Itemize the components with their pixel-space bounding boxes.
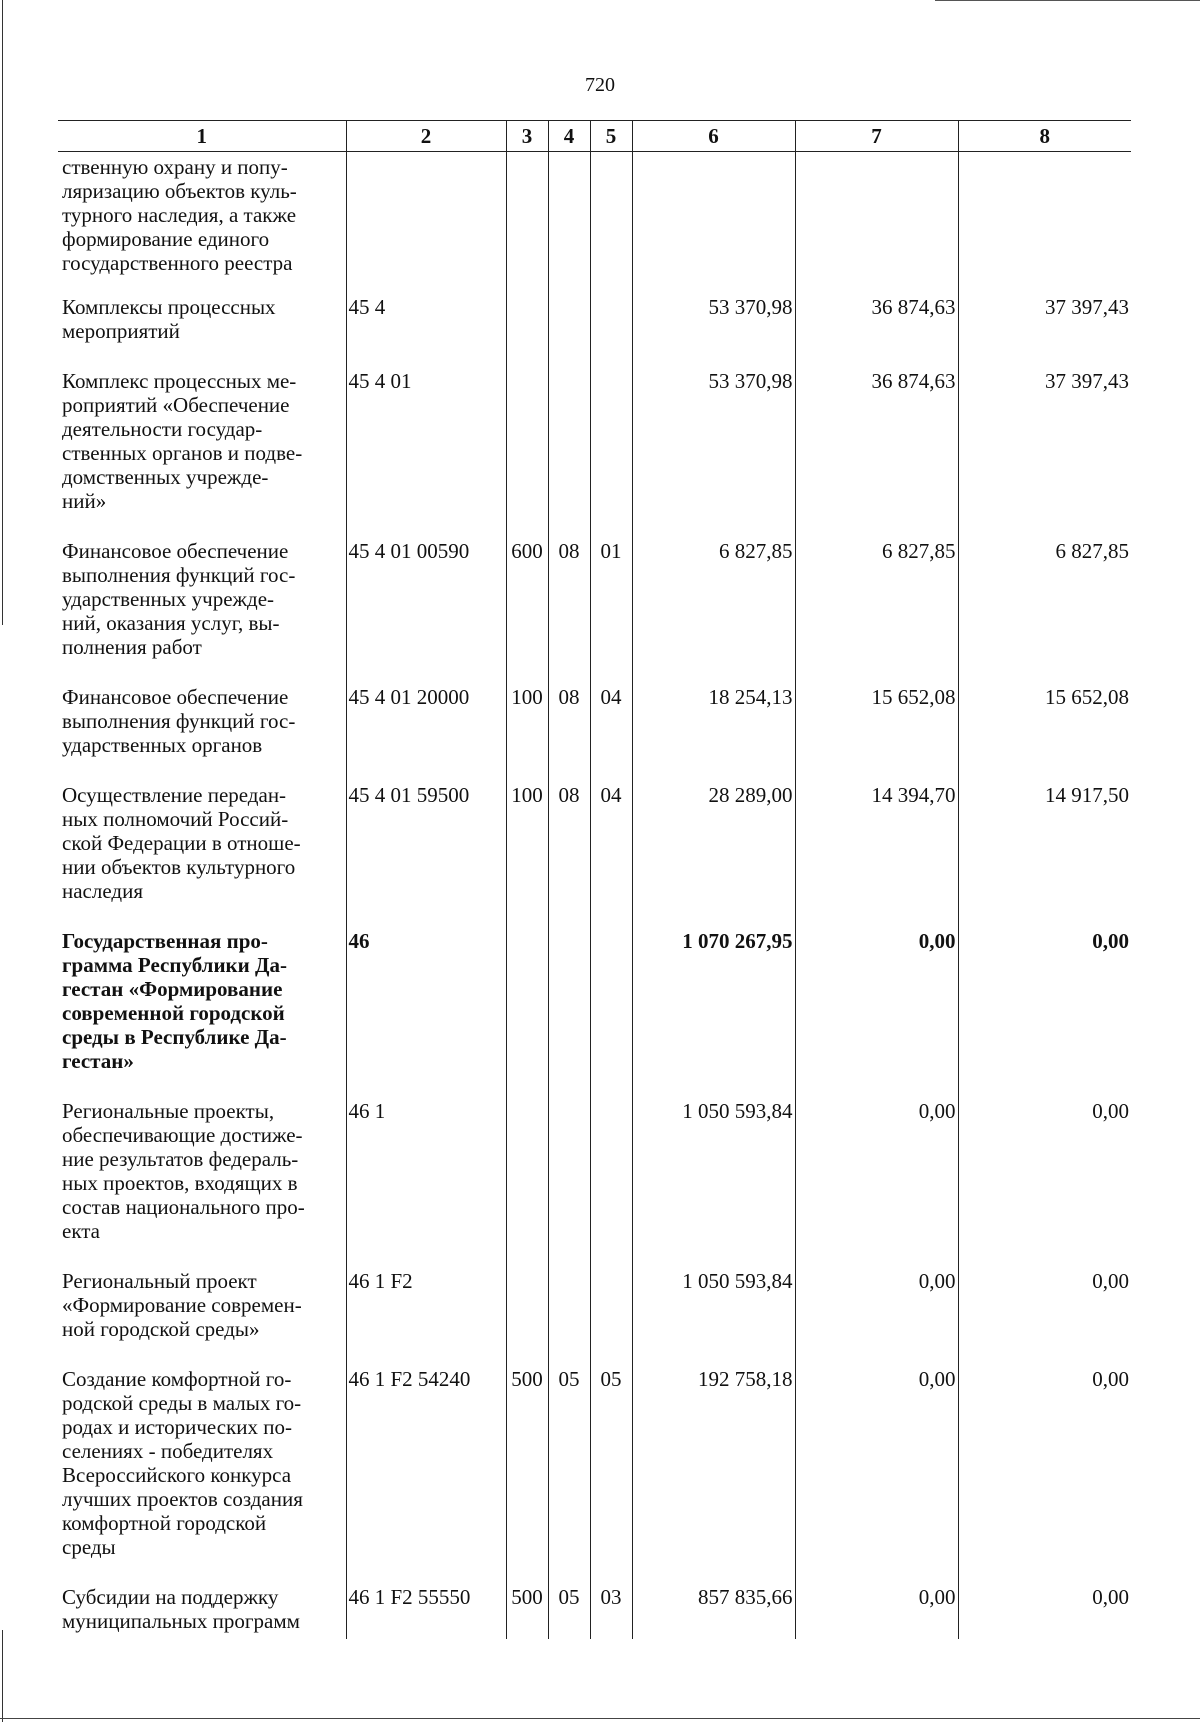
row-value-8: 15 652,08 — [958, 685, 1131, 783]
name-line: «Формирование современ- — [62, 1293, 302, 1317]
name-line: формирование единого — [62, 227, 270, 251]
row-value-7: 36 874,63 — [795, 369, 958, 539]
row-c5: 04 — [590, 783, 632, 929]
name-line: турного наследия, а также — [62, 203, 297, 227]
name-line: современной городской — [62, 1001, 285, 1025]
name-line: Финансовое обеспечение — [62, 685, 289, 709]
table-row — [58, 539, 1131, 685]
row-value-6: 192 758,18 — [632, 1367, 795, 1585]
table-row — [58, 685, 1131, 783]
row-value-6: 857 835,66 — [632, 1585, 795, 1639]
name-line: ударственных учрежде- — [62, 587, 275, 611]
name-line: обеспечивающие достиже- — [62, 1123, 303, 1147]
row-value-8: 0,00 — [958, 929, 1131, 1099]
row-value-8 — [958, 152, 1131, 296]
row-value-7: 0,00 — [795, 929, 958, 1099]
row-c4: 08 — [548, 685, 590, 783]
row-c3: 500 — [506, 1367, 548, 1585]
row-c4: 05 — [548, 1585, 590, 1639]
table-row — [58, 1585, 1131, 1639]
name-line: ний, оказания услуг, вы- — [62, 611, 280, 635]
row-c4: 08 — [548, 783, 590, 929]
name-line: родской среды в малых го- — [62, 1391, 302, 1415]
row-c3 — [506, 1269, 548, 1367]
name-line: мероприятий — [62, 319, 180, 343]
name-line: Комплекс процессных ме- — [62, 369, 297, 393]
header-row — [58, 121, 1131, 152]
row-c4 — [548, 152, 590, 296]
table-row — [58, 152, 1131, 296]
row-value-6: 6 827,85 — [632, 539, 795, 685]
name-line: Региональные проекты, — [62, 1099, 275, 1123]
row-c3 — [506, 929, 548, 1099]
row-code: 45 4 01 — [346, 369, 506, 539]
name-line: Региональный проект — [62, 1269, 257, 1293]
table-row — [58, 369, 1131, 539]
row-value-7: 0,00 — [795, 1269, 958, 1367]
name-line: гестан «Формирование — [62, 977, 283, 1001]
name-line: Всероссийского конкурса — [62, 1463, 292, 1487]
row-c3: 500 — [506, 1585, 548, 1639]
col-header-6: 6 — [632, 121, 795, 152]
row-value-8: 0,00 — [958, 1367, 1131, 1585]
row-value-7: 6 827,85 — [795, 539, 958, 685]
row-value-7: 14 394,70 — [795, 783, 958, 929]
name-line: ляризацию объектов куль- — [62, 179, 297, 203]
row-c5 — [590, 1099, 632, 1269]
row-name — [58, 539, 346, 685]
row-value-6: 28 289,00 — [632, 783, 795, 929]
name-line: среды в Республике Да- — [62, 1025, 287, 1049]
row-name — [58, 1585, 346, 1639]
row-code: 45 4 01 59500 — [346, 783, 506, 929]
row-code: 46 — [346, 929, 506, 1099]
name-line: родах и исторических по- — [62, 1415, 292, 1439]
row-value-8: 0,00 — [958, 1099, 1131, 1269]
col-header-2: 2 — [346, 121, 506, 152]
row-value-6 — [632, 152, 795, 296]
row-c5: 05 — [590, 1367, 632, 1585]
row-c3 — [506, 369, 548, 539]
col-header-1: 1 — [58, 121, 346, 152]
row-c5 — [590, 295, 632, 369]
row-c4: 08 — [548, 539, 590, 685]
scan-edge-top — [935, 0, 1200, 1]
table-row — [58, 1269, 1131, 1367]
row-name — [58, 1269, 346, 1367]
row-c3: 100 — [506, 783, 548, 929]
table-body — [58, 152, 1131, 1640]
name-line: Комплексы процессных — [62, 295, 276, 319]
name-line: ние результатов федераль- — [62, 1147, 299, 1171]
row-value-8: 0,00 — [958, 1585, 1131, 1639]
row-c5 — [590, 369, 632, 539]
name-line: ной городской среды» — [62, 1317, 260, 1341]
row-value-6: 1 050 593,84 — [632, 1099, 795, 1269]
row-value-8: 37 397,43 — [958, 369, 1131, 539]
scan-edge-bottom — [0, 1718, 1200, 1719]
row-code: 46 1 F2 54240 — [346, 1367, 506, 1585]
row-name — [58, 783, 346, 929]
name-line: селениях - победителях — [62, 1439, 274, 1463]
row-c4 — [548, 1269, 590, 1367]
row-c3 — [506, 295, 548, 369]
name-line: полнения работ — [62, 635, 202, 659]
row-code: 46 1 F2 55550 — [346, 1585, 506, 1639]
row-value-8: 14 917,50 — [958, 783, 1131, 929]
name-line: Создание комфортной го- — [62, 1367, 292, 1391]
row-c3 — [506, 152, 548, 296]
name-line: ний» — [62, 489, 107, 513]
row-c4 — [548, 295, 590, 369]
row-code: 45 4 01 00590 — [346, 539, 506, 685]
row-c3: 100 — [506, 685, 548, 783]
name-line: государственного реестра — [62, 251, 293, 275]
row-name — [58, 929, 346, 1099]
row-c5: 03 — [590, 1585, 632, 1639]
scan-edge-left-bottom — [2, 1630, 3, 1722]
row-value-8: 37 397,43 — [958, 295, 1131, 369]
name-line: Государственная про- — [62, 929, 268, 953]
row-code — [346, 152, 506, 296]
row-name — [58, 1367, 346, 1585]
col-header-3: 3 — [506, 121, 548, 152]
name-line: Осуществление передан- — [62, 783, 287, 807]
row-name — [58, 295, 346, 369]
table-row — [58, 783, 1131, 929]
col-header-7: 7 — [795, 121, 958, 152]
row-value-7: 0,00 — [795, 1099, 958, 1269]
name-line: ственную охрану и попу- — [62, 155, 288, 179]
name-line: домственных учрежде- — [62, 465, 269, 489]
row-name — [58, 152, 346, 296]
row-c5 — [590, 1269, 632, 1367]
row-c5 — [590, 929, 632, 1099]
name-line: гестан» — [62, 1049, 134, 1073]
name-line: ных полномочий Россий- — [62, 807, 289, 831]
name-line: ственных органов и подве- — [62, 441, 303, 465]
name-line: роприятий «Обеспечение — [62, 393, 290, 417]
row-c4 — [548, 929, 590, 1099]
table-row — [58, 1099, 1131, 1269]
row-c4 — [548, 1099, 590, 1269]
name-line: ской Федерации в отноше- — [62, 831, 301, 855]
row-code: 45 4 01 20000 — [346, 685, 506, 783]
row-c5 — [590, 152, 632, 296]
row-value-7: 36 874,63 — [795, 295, 958, 369]
page-number: 720 — [585, 74, 615, 96]
name-line: комфортной городской — [62, 1511, 267, 1535]
row-name — [58, 685, 346, 783]
row-value-7 — [795, 152, 958, 296]
name-line: ных проектов, входящих в — [62, 1171, 298, 1195]
table-row — [58, 1367, 1131, 1585]
name-line: деятельности государ- — [62, 417, 263, 441]
row-value-6: 1 070 267,95 — [632, 929, 795, 1099]
row-c5: 01 — [590, 539, 632, 685]
name-line: Субсидии на поддержку — [62, 1585, 279, 1609]
table-row — [58, 929, 1131, 1099]
row-code: 45 4 — [346, 295, 506, 369]
name-line: Финансовое обеспечение — [62, 539, 289, 563]
name-line: наследия — [62, 879, 143, 903]
name-line: среды — [62, 1535, 116, 1559]
name-line: муниципальных программ — [62, 1609, 300, 1633]
row-value-6: 53 370,98 — [632, 369, 795, 539]
row-value-7: 0,00 — [795, 1367, 958, 1585]
name-line: состав национального про- — [62, 1195, 305, 1219]
name-line: лучших проектов создания — [62, 1487, 303, 1511]
row-value-8: 6 827,85 — [958, 539, 1131, 685]
row-c3: 600 — [506, 539, 548, 685]
col-header-5: 5 — [590, 121, 632, 152]
row-code: 46 1 — [346, 1099, 506, 1269]
row-name — [58, 369, 346, 539]
col-header-4: 4 — [548, 121, 590, 152]
col-header-8: 8 — [958, 121, 1131, 152]
row-value-7: 0,00 — [795, 1585, 958, 1639]
row-c4: 05 — [548, 1367, 590, 1585]
row-c5: 04 — [590, 685, 632, 783]
table-row — [58, 295, 1131, 369]
row-name — [58, 1099, 346, 1269]
row-value-6: 18 254,13 — [632, 685, 795, 783]
row-c3 — [506, 1099, 548, 1269]
row-value-6: 1 050 593,84 — [632, 1269, 795, 1367]
name-line: выполнения функций гос- — [62, 563, 296, 587]
name-line: екта — [62, 1219, 101, 1243]
name-line: нии объектов культурного — [62, 855, 296, 879]
name-line: ударственных органов — [62, 733, 263, 757]
name-line: выполнения функций гос- — [62, 709, 296, 733]
row-value-6: 53 370,98 — [632, 295, 795, 369]
row-value-8: 0,00 — [958, 1269, 1131, 1367]
row-code: 46 1 F2 — [346, 1269, 506, 1367]
name-line: грамма Республики Да- — [62, 953, 287, 977]
budget-table — [58, 120, 1131, 1639]
row-value-7: 15 652,08 — [795, 685, 958, 783]
row-c4 — [548, 369, 590, 539]
